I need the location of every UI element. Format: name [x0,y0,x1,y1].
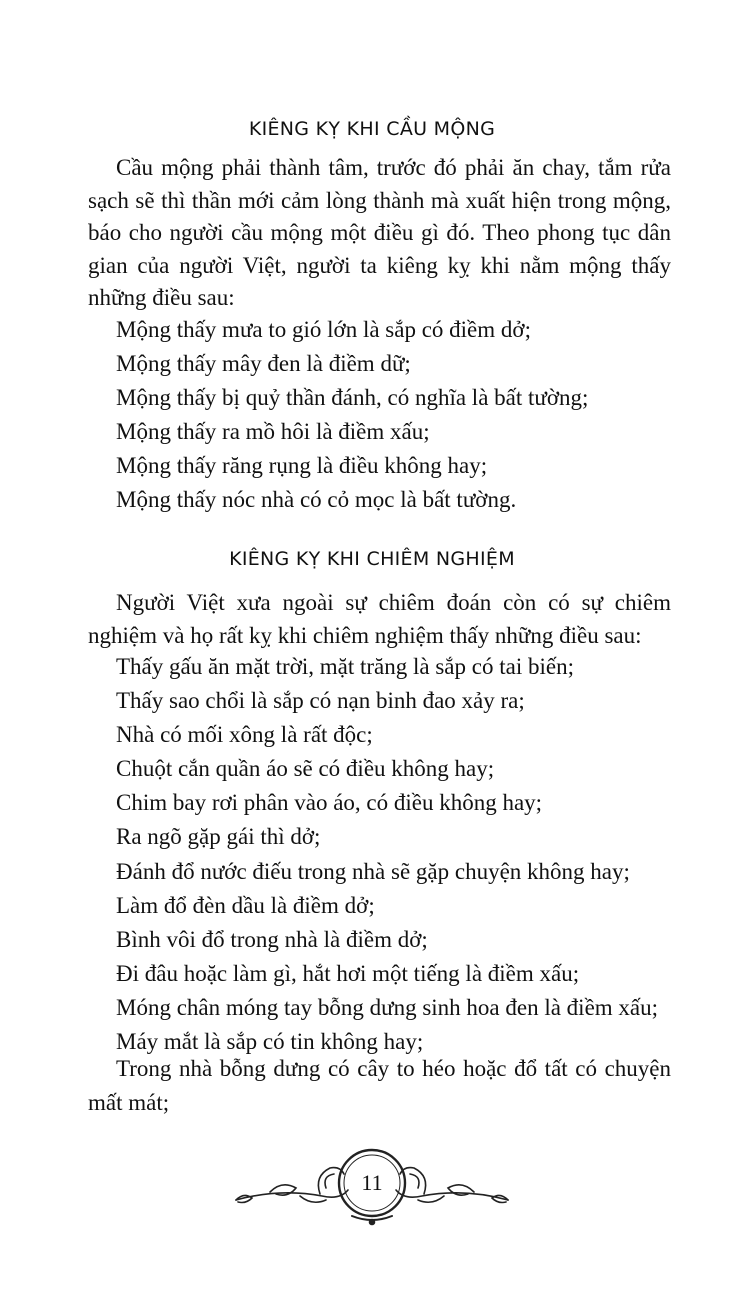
list-item: Đi đâu hoặc làm gì, hắt hơi một tiếng là điềm xấu; [116,960,580,986]
list-item: Làm đổ đèn dầu là điềm dở; [116,892,375,918]
list-item: Thấy gấu ăn mặt trời, mặt trăng là sắp có tai biến; [116,654,574,679]
list-item: Nhà có mối xông là rất độc; [116,722,373,748]
list-item: Mộng thấy nóc nhà có cỏ mọc là bất tường. [116,487,517,513]
list-item: Ra ngõ gặp gái thì dở; [116,824,321,850]
list-item: Mộng thấy mây đen là điềm dữ; [116,351,411,377]
list-item: Móng chân móng tay bỗng dưng sinh hoa đen là điềm xấu; [116,994,659,1020]
list-item: Mộng thấy mưa to gió lớn là sắp có điềm dở; [116,317,531,342]
observation-taboo-list [116,650,676,1059]
intro-paragraph-dream: Cầu mộng phải thành tâm, trước đó phải ăn chay, tắm rửa sạch sẽ thì thần mới cảm lòng thành mà xuất hiện trong mộng, báo cho người cầu mộng một điều gì đó. Theo phong tục dân gian của người Việt, người ta kiêng kỵ khi nằm mộng thấy những điều sau: [88,155,671,310]
list-item: Mộng thấy răng rụng là điều không hay; [116,453,488,479]
list-item: Mộng thấy ra mồ hôi là điềm xấu; [116,419,430,445]
closing-paragraph: Trong nhà bỗng dưng có cây to héo hoặc đổ tất có chuyện mất mát; [88,1056,671,1115]
page-number: 11 [361,1170,383,1195]
section-heading-dream: KIÊNG KỴ KHI CẦU MỘNG [248,118,496,140]
intro-paragraph-observation: Người Việt xưa ngoài sự chiêm đoán còn có sự chiêm nghiệm và họ rất kỵ khi chiêm nghiệm thấy những điều sau: [88,590,671,648]
list-item: Chim bay rơi phân vào áo, có điều không hay; [116,790,543,816]
list-item: Chuột cắn quần áo sẽ có điều không hay; [116,756,495,782]
section-heading-observation: KIÊNG KỴ KHI CHIÊM NGHIỆM [229,548,515,570]
dream-taboo-list [116,313,676,518]
list-item: Máy mắt là sắp có tin không hay; [116,1029,424,1055]
list-item: Đánh đổ nước điếu trong nhà sẽ gặp chuyện không hay; [116,858,630,884]
list-item: Mộng thấy bị quỷ thần đánh, có nghĩa là bất tường; [116,385,589,411]
list-item: Bình vôi đổ trong nhà là điềm dở; [116,926,428,952]
list-item: Thấy sao chổi là sắp có nạn binh đao xảy ra; [116,688,525,714]
